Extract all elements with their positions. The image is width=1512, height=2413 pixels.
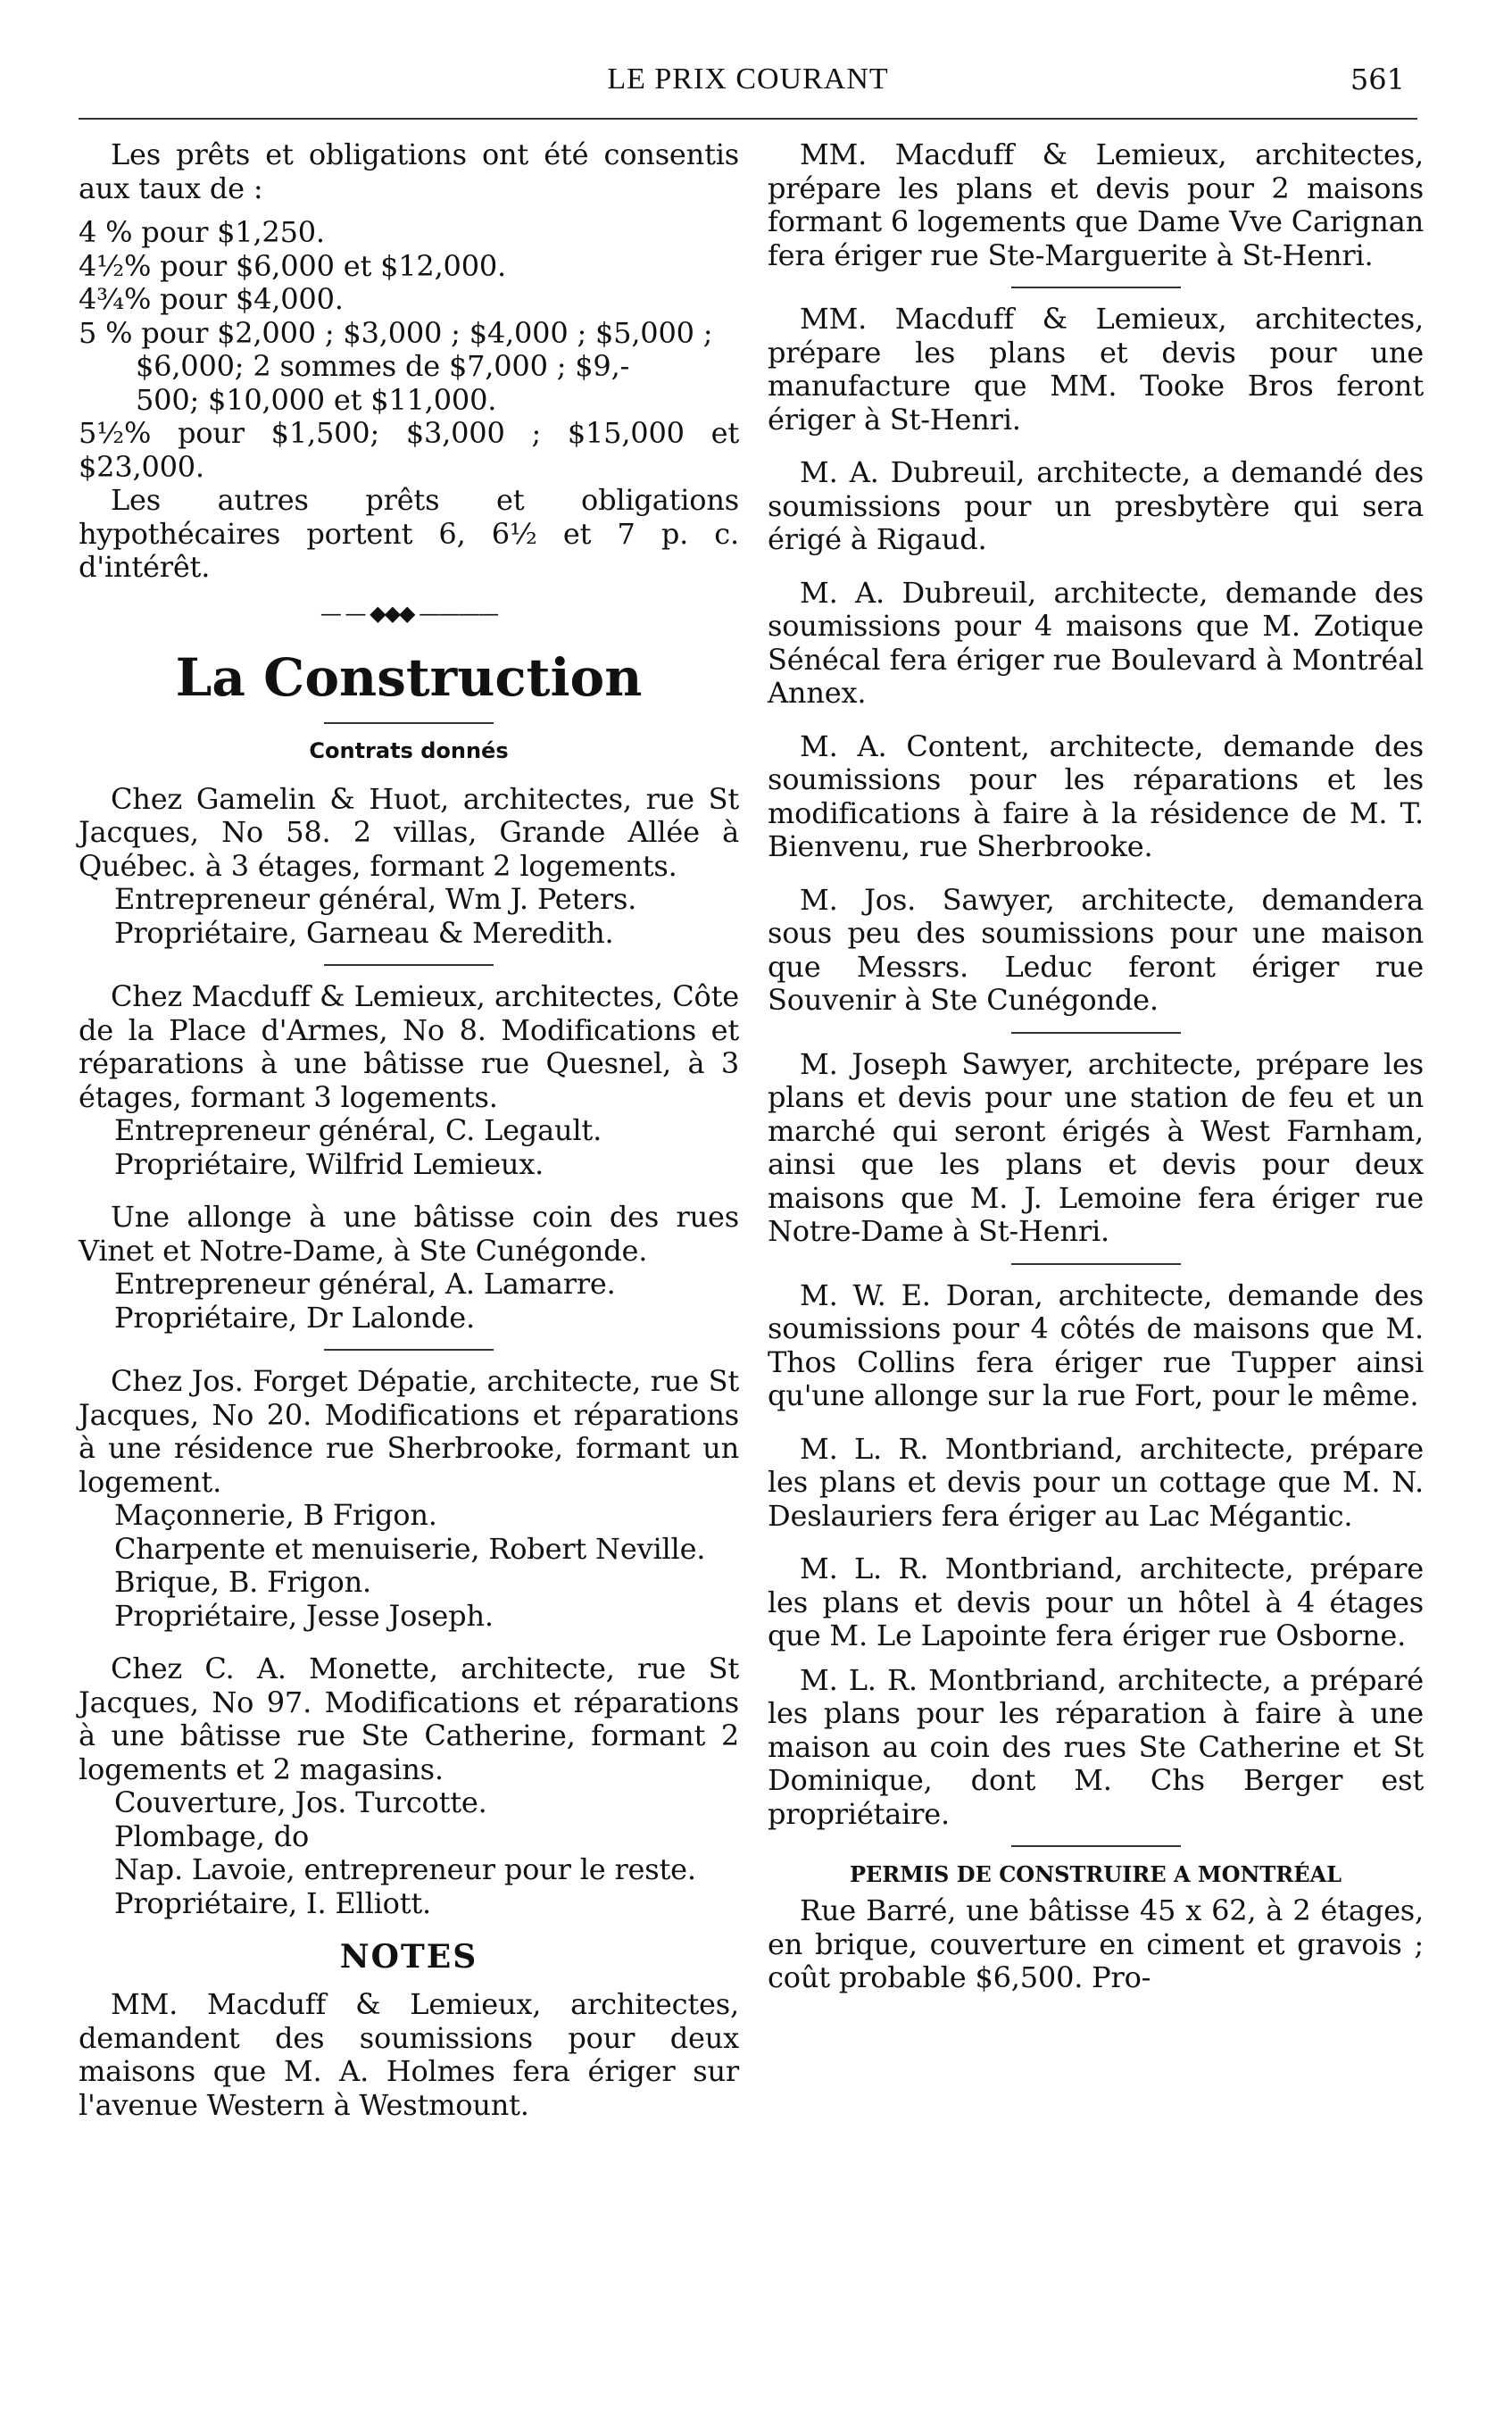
- contract-detail: Couverture, Jos. Turcotte.: [114, 1785, 487, 1819]
- contract-detail: Entrepreneur général, A. Lamarre.: [114, 1267, 616, 1301]
- rate-line: $6,000; 2 sommes de $7,000 ; $9,-: [136, 349, 630, 383]
- page-number: 561: [1350, 62, 1405, 96]
- loans-intro: Les prêts et obligations ont été consentis aux taux de :: [79, 137, 739, 205]
- note-paragraph: M. Jos. Sawyer, architecte, demandera sous peu des soumissions pour une maison que Messrs. Leduc feront ériger rue Souvenir à Ste Cunégonde.: [768, 882, 1424, 1017]
- note-paragraph: M. A. Content, architecte, demande des soumissions pour les réparations et les modifications à faire à la résidence de M. T. Bienvenu, rue Sherbrooke.: [768, 728, 1424, 863]
- page-header: [79, 62, 1417, 116]
- note-rule: [1011, 287, 1181, 288]
- note-paragraph: MM. Macduff & Lemieux, architectes, demandent des soumissions pour deux maisons que M. A. Holmes fera ériger sur l'avenue Western à Westmount.: [79, 1987, 739, 2122]
- contract-detail: Entrepreneur général, C. Legault.: [114, 1113, 602, 1147]
- contract-lead: Chez C. A. Monette, architecte, rue St Jacques, No 97. Modifications et réparations à une bâtisse rue Ste Catherine, formant 2 logements et 2 magasins.: [79, 1652, 739, 1786]
- contract-detail: Maçonnerie, B Frigon.: [114, 1498, 437, 1532]
- header-rule: [79, 118, 1417, 120]
- right-column: [768, 138, 1424, 1995]
- note-paragraph: MM. Macduff & Lemieux, architectes, prépare les plans et devis pour une manufacture que MM. Tooke Bros feront ériger à St-Henri.: [768, 302, 1424, 437]
- rate-line: 5½% pour $1,500; $3,000 ; $15,000 et $23,000.: [79, 416, 739, 484]
- contract-lead: Chez Macduff & Lemieux, architectes, Côte de la Place d'Armes, No 8. Modifications et réparations à une bâtisse rue Quesnel, à 3 étages, formant 3 logements.: [79, 979, 739, 1114]
- note-paragraph: M. A. Dubreuil, architecte, a demandé des soumissions pour un presbytère qui sera érigé à Rigaud.: [768, 455, 1424, 556]
- contract-detail: Brique, B. Frigon.: [114, 1565, 371, 1599]
- note-rule: [1011, 1032, 1181, 1034]
- left-column: [79, 138, 739, 2122]
- contract-detail: Entrepreneur général, Wm J. Peters.: [114, 882, 637, 916]
- contract-detail: Propriétaire, Garneau & Meredith.: [114, 915, 614, 950]
- contract-detail: Propriétaire, Dr Lalonde.: [114, 1300, 475, 1335]
- contract-detail: Plombage, do: [114, 1818, 310, 1853]
- section-title: La Construction: [175, 646, 643, 708]
- contract-lead: Une allonge à une bâtisse coin des rues Vinet et Notre-Dame, à Ste Cunégonde.: [79, 1200, 739, 1268]
- note-paragraph: M. L. R. Montbriand, architecte, prépare les plans et devis pour un cottage que M. N. Deslauriers fera ériger au Lac Mégantic.: [768, 1431, 1424, 1533]
- contract-detail: Propriétaire, Jesse Joseph.: [114, 1598, 494, 1633]
- running-title: LE PRIX COURANT: [607, 62, 889, 96]
- ornament-divider: — — ◆◆◆ ————: [320, 600, 498, 626]
- contract-lead: Chez Gamelin & Huot, architectes, rue St Jacques, No 58. 2 villas, Grande Allée à Québec. à 3 étages, formant 2 logements.: [79, 781, 739, 883]
- note-paragraph: M. W. E. Doran, architecte, demande des soumissions pour 4 côtés de maisons que M. Thos Collins fera ériger rue Tupper ainsi qu'une allonge sur la rue Fort, pour le même.: [768, 1277, 1424, 1412]
- entry-rule: [324, 1349, 494, 1351]
- rate-line: 500; $10,000 et $11,000.: [136, 382, 497, 417]
- contract-detail: Propriétaire, Wilfrid Lemieux.: [114, 1146, 544, 1181]
- loans-outro: Les autres prêts et obligations hypothécaires portent 6, 6½ et 7 p. c. d'intérêt.: [79, 483, 739, 584]
- note-paragraph: M. Joseph Sawyer, architecte, prépare les plans et devis pour une station de feu et un marché qui seront érigés à West Farnham, ainsi que les plans et devis pour deux maisons que M. J. Lemoine fera ériger rue Notre-Dame à St-Henri.: [768, 1046, 1424, 1248]
- note-paragraph: M. L. R. Montbriand, architecte, prépare les plans et devis pour un hôtel à 4 étages que M. Le Lapointe fera ériger rue Osborne.: [768, 1552, 1424, 1652]
- rate-line: 5 % pour $2,000 ; $3,000 ; $4,000 ; $5,000 ;: [79, 315, 713, 350]
- rate-line: 4¾% pour $4,000.: [79, 282, 344, 316]
- contract-lead: Chez Jos. Forget Dépatie, architecte, rue St Jacques, No 20. Modifications et réparations à une résidence rue Sherbrooke, formant un logement.: [79, 1364, 739, 1499]
- notes-title: NOTES: [339, 1938, 478, 1976]
- permis-title: PERMIS DE CONSTRUIRE A MONTRÉAL: [849, 1861, 1342, 1887]
- contract-detail: Charpente et menuiserie, Robert Neville.: [114, 1531, 706, 1566]
- note-rule: [1011, 1263, 1181, 1265]
- note-paragraph: M. L. R. Montbriand, architecte, a préparé les plans pour les réparation à faire à une maison au coin des rues Ste Catherine et St Dominique, dont M. Chs Berger est propriétaire.: [768, 1662, 1424, 1831]
- rate-line: 4½% pour $6,000 et $12,000.: [79, 248, 506, 283]
- entry-rule: [324, 964, 494, 966]
- subsection-title: Contrats donnés: [309, 737, 509, 763]
- permis-paragraph: Rue Barré, une bâtisse 45 x 62, à 2 étages, en brique, couverture en ciment et gravois ; coût probable $6,500. Pro-: [768, 1893, 1424, 1994]
- note-paragraph: MM. Macduff & Lemieux, architectes, prépare les plans et devis pour 2 maisons formant 6 logements que Dame Vve Carignan fera ériger rue Ste-Marguerite à St-Henri.: [768, 137, 1424, 272]
- rate-line: 4 % pour $1,250.: [79, 215, 325, 249]
- heading-rule: [324, 722, 494, 724]
- contract-detail: Propriétaire, I. Elliott.: [114, 1885, 432, 1920]
- section-rule: [1011, 1845, 1181, 1847]
- note-paragraph: M. A. Dubreuil, architecte, demande des soumissions pour 4 maisons que M. Zotique Sénécal fera ériger rue Boulevard à Montréal Annex.: [768, 575, 1424, 710]
- contract-detail: Nap. Lavoie, entrepreneur pour le reste.: [114, 1852, 696, 1886]
